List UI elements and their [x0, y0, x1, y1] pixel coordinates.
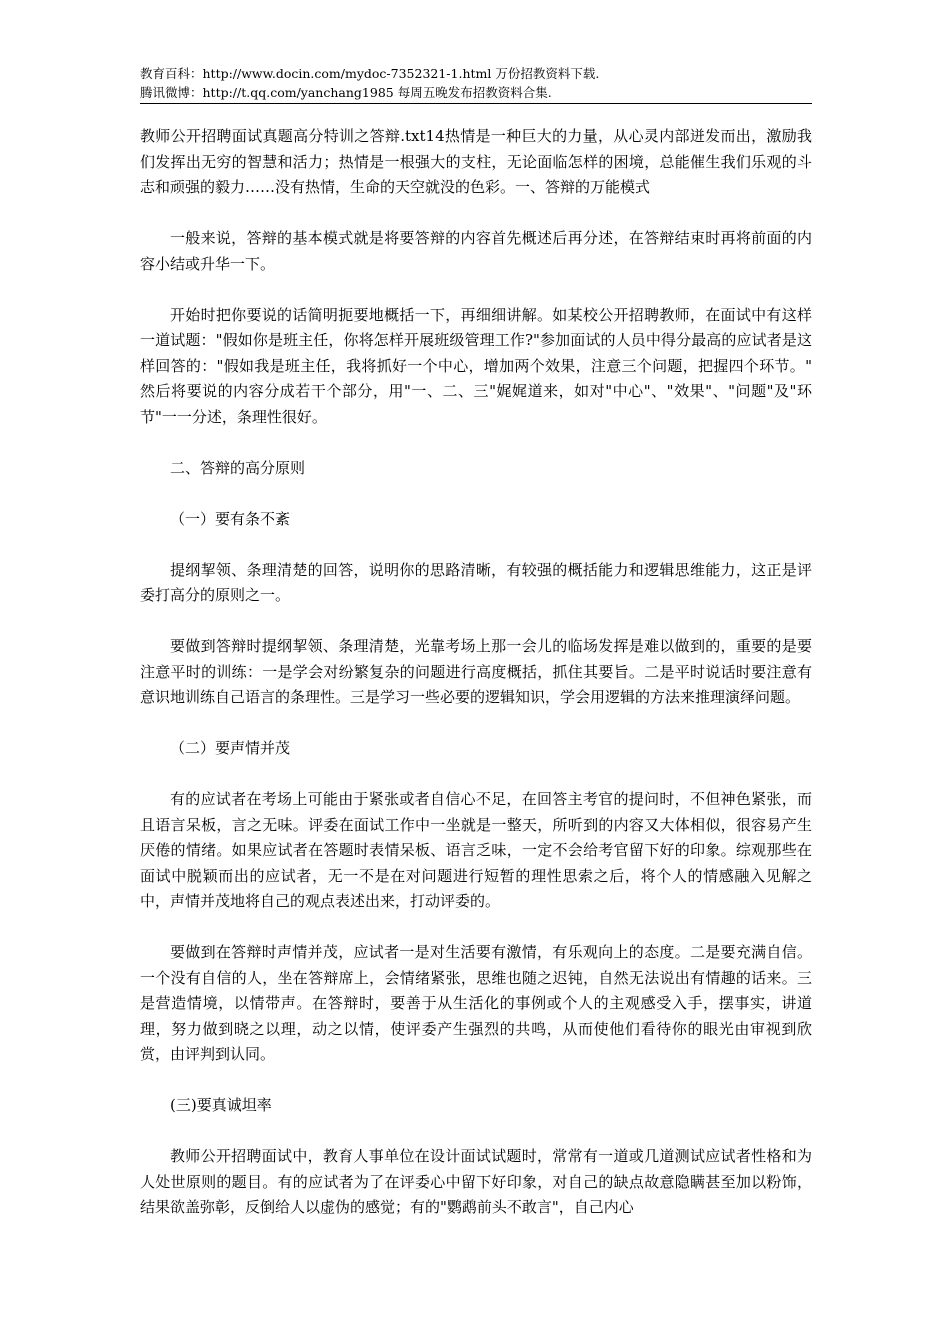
paragraph-1: 一般来说，答辩的基本模式就是将要答辩的内容首先概述后再分述，在答辩结束时再将前面的内容小结或升华一下。 [140, 229, 812, 273]
intro-paragraph: 教师公开招聘面试真题高分特训之答辩.txt14热情是一种巨大的力量，从心灵内部迸发而出，激励我们发挥出无穷的智慧和活力；热情是一根强大的支柱，无论面临怎样的困境，总能催生我们乐观的斗志和顽强的毅力……没有热情，生命的天空就没的色彩。一、答辩的万能模式 [140, 127, 812, 196]
section-heading-2: 二、答辩的高分原则 [170, 458, 306, 477]
subheading-1: （一）要有条不紊 [170, 509, 291, 528]
paragraph-3: 提纲挈领、条理清楚的回答，说明你的思路清晰，有较强的概括能力和逻辑思维能力，这正是评委打高分的原则之一。 [140, 560, 812, 604]
paragraph-7: 教师公开招聘面试中，教育人事单位在设计面试试题时，常常有一道或几道测试应试者性格和为人处世原则的题目。有的应试者为了在评委心中留下好印象，对自己的缺点故意隐瞒甚至加以粉饰，结果欲盖弥彰，反倒给人以虚伪的感觉；有的"鹦鹉前头不敢言"，自己内心 [140, 1147, 812, 1216]
page-header [140, 64, 812, 104]
paragraph-2: 开始时把你要说的话简明扼要地概括一下，再细细讲解。如某校公开招聘教师，在面试中有这样一道试题："假如你是班主任，你将怎样开展班级管理工作?"参加面试的人员中得分最高的应试者是这样回答的："假如我是班主任，我将抓好一个中心，增加两个效果，注意三个问题，把握四个环节。" 然后将要说的内容分成若干个部分，用"一、二、三"娓娓道来，如对"中心"、"效果"、"问题"及"环节"一一分述，条理性很好。 [140, 305, 812, 426]
header-line-2: 腾讯微博：http://t.qq.com/yanchang1985 每周五晚发布招教资料合集. [140, 85, 552, 100]
subheading-3: (三)要真诚坦率 [170, 1096, 272, 1114]
paragraph-6: 要做到在答辩时声情并茂，应试者一是对生活要有激情，有乐观向上的态度。二是要充满自信。一个没有自信的人，坐在答辩席上，会情绪紧张，思维也随之迟钝，自然无法说出有情趣的话来。三是营造情境，以情带声。在答辩时，要善于从生活化的事例或个人的主观感受入手，摆事实，讲道理，努力做到晓之以理，动之以情，使评委产生强烈的共鸣，从而使他们看待你的眼光由审视到欣赏，由评判到认同。 [140, 943, 812, 1063]
header-line-1: 教育百科：http://www.docin.com/mydoc-7352321-1.html 万份招教资料下载. [140, 66, 600, 81]
paragraph-5: 有的应试者在考场上可能由于紧张或者自信心不足，在回答主考官的提问时，不但神色紧张，而且语言呆板，言之无味。评委在面试工作中一坐就是一整天，所听到的内容又大体相似，很容易产生厌倦的情绪。如果应试者在答题时表情呆板、语言乏味，一定不会给考官留下好的印象。综观那些在面试中脱颖而出的应试者，无一不是在对问题进行短暂的理性思索之后，将个人的情感融入见解之中，声情并茂地将自己的观点表述出来，打动评委的。 [140, 790, 812, 910]
document-body [140, 124, 812, 1246]
subheading-2: （二）要声情并茂 [170, 739, 291, 757]
paragraph-4: 要做到答辩时提纲挈领、条理清楚，光靠考场上那一会儿的临场发挥是难以做到的，重要的是要注意平时的训练：一是学会对纷繁复杂的问题进行高度概括，抓住其要旨。二是平时说话时要注意有意识地训练自己语言的条理性。三是学习一些必要的逻辑知识，学会用逻辑的方法来推理演绎问题。 [140, 637, 812, 706]
